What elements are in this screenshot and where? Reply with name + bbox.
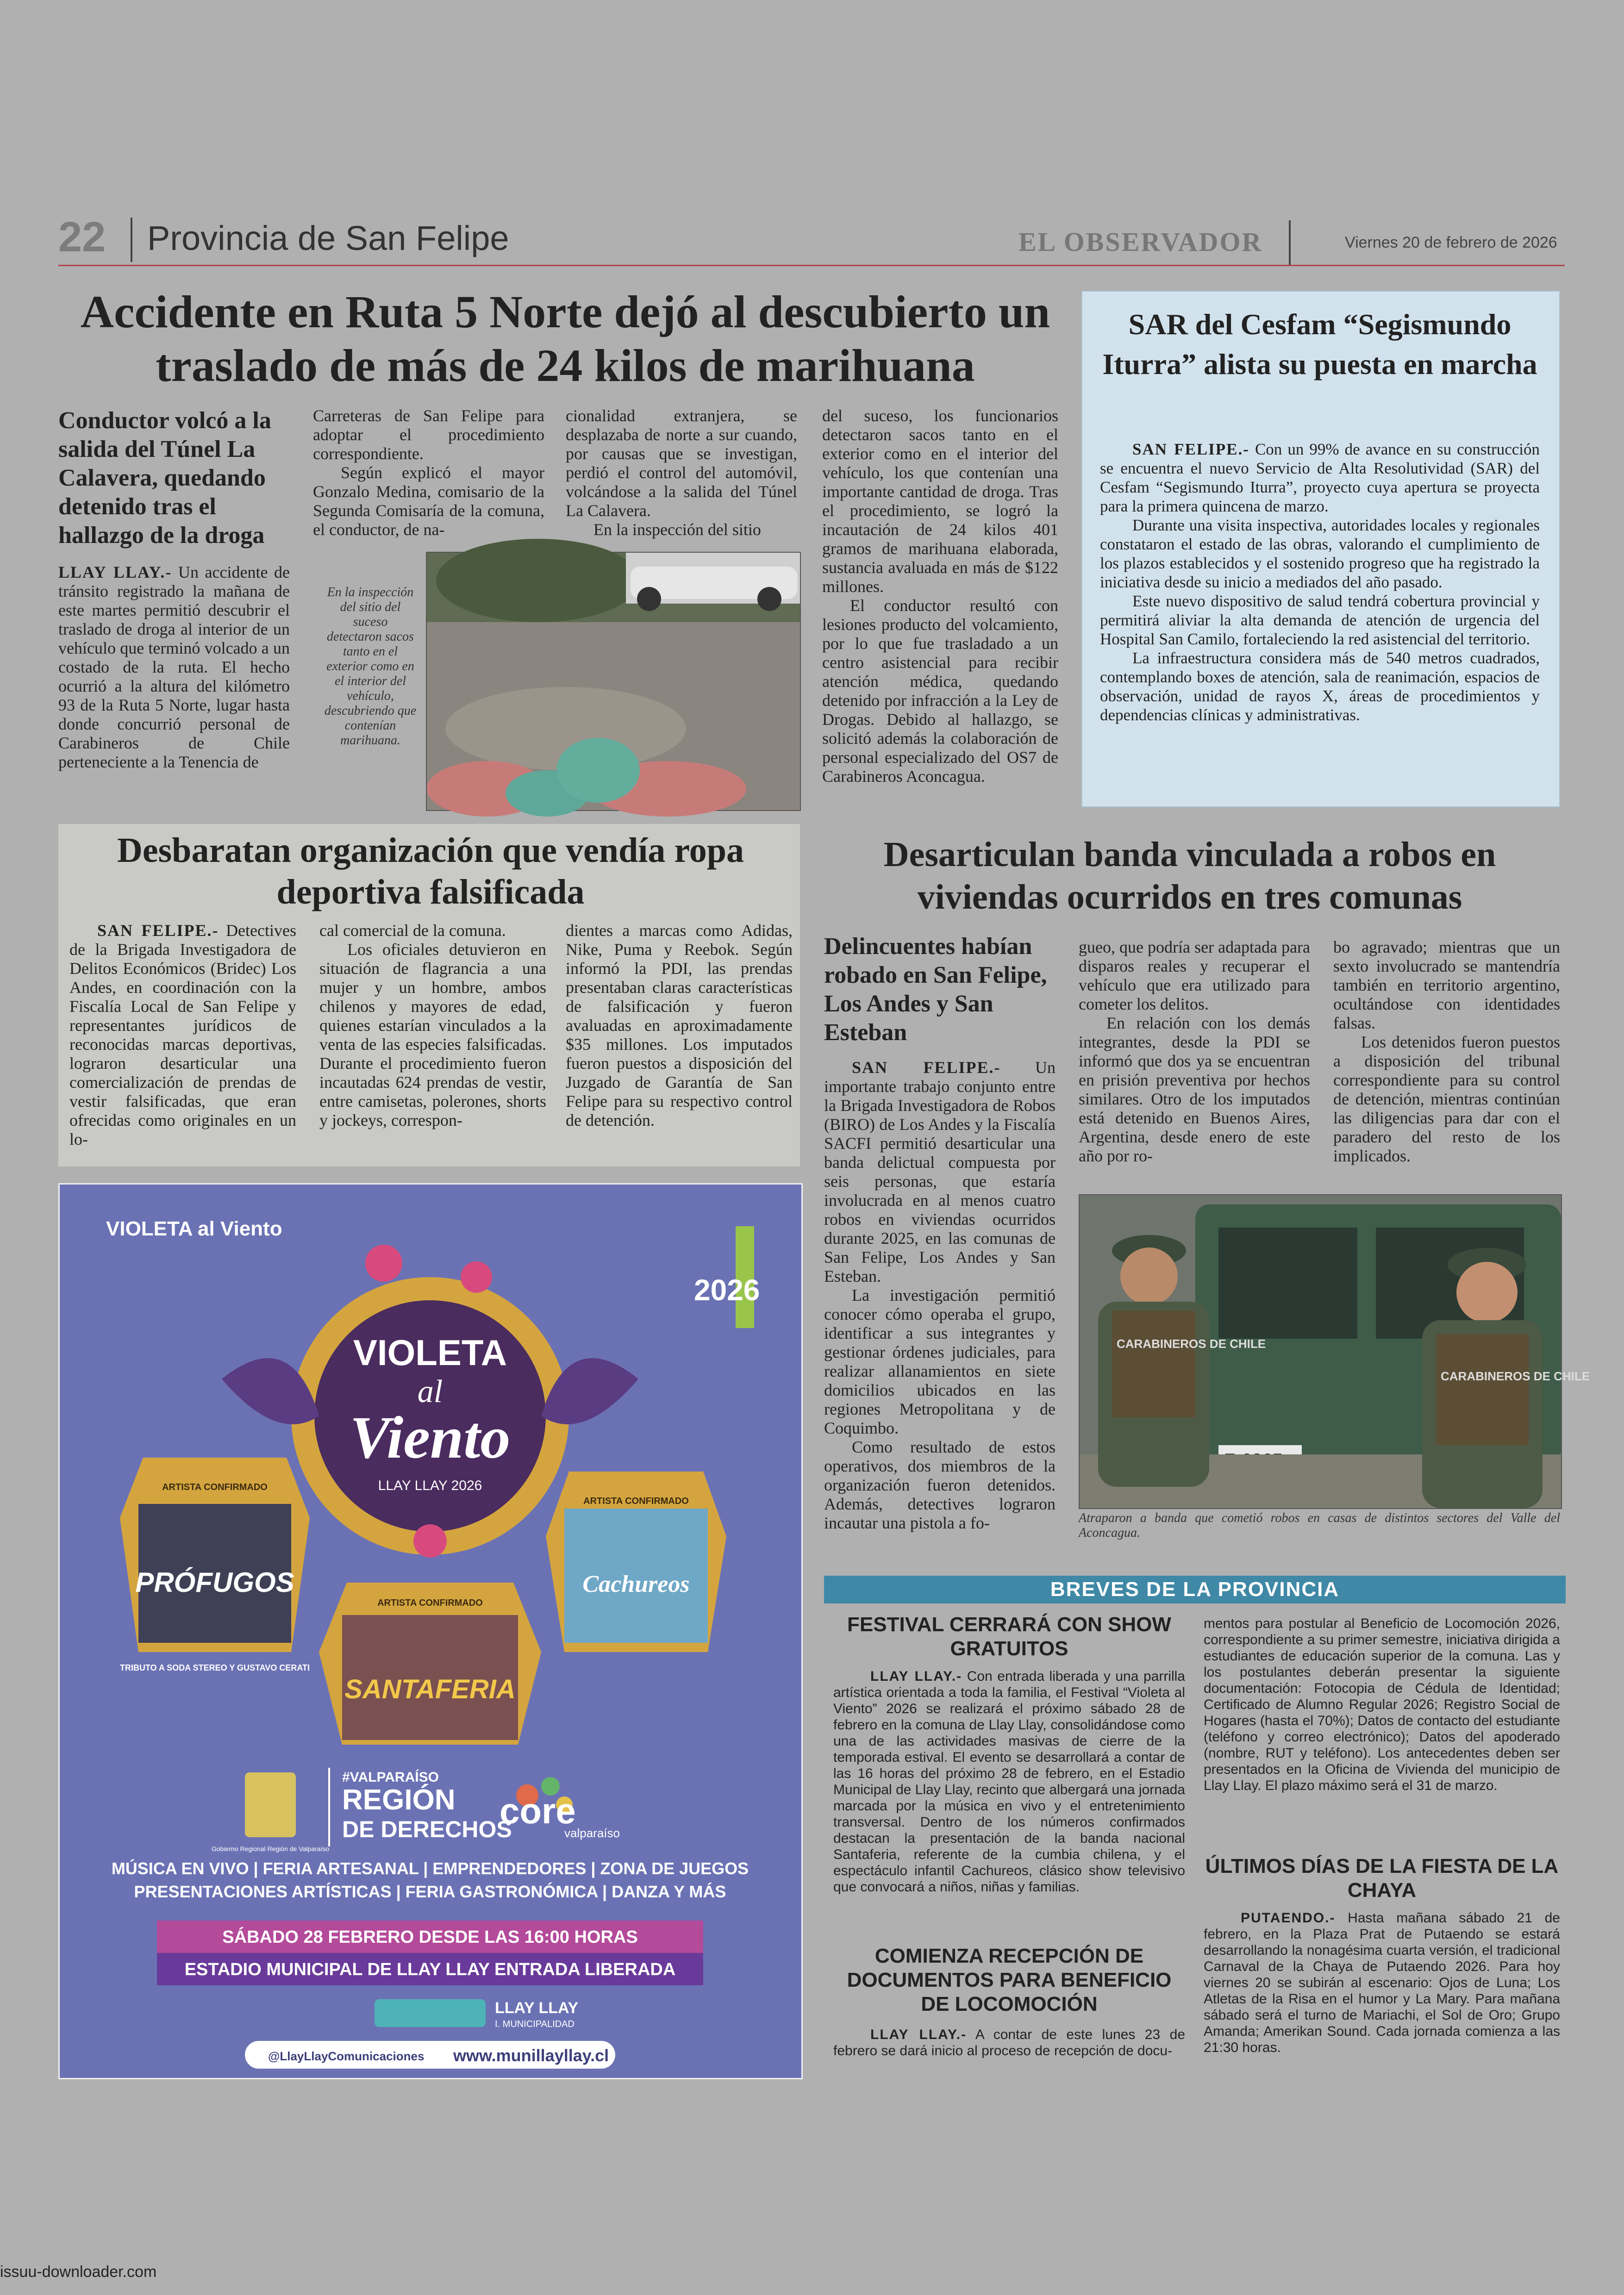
poster-logo-core-sub: valparaíso: [564, 1826, 620, 1840]
page-number: 22: [58, 213, 106, 261]
body-text: Los detenidos fueron puestos a disposición del tribunal correspondiente para su control de detención, mientras continúan las diligencias para dar con el paradero del resto de los implicados.: [1333, 1033, 1560, 1165]
photo-accidente: [426, 552, 801, 811]
body-text: Detectives de la Brigada Investigadora de Delitos Económicos (Bridec) Los Andes, en coordinación con la Fiscalía Local de San Felipe y representantes jurídicos de reconocidas marcas deportivas, lograron desarticular una comercialización de prendas de vestir falsificadas, que eran ofrecidas como originales en un lo-: [69, 921, 296, 1148]
newspaper-brand: EL OBSERVADOR: [1018, 227, 1263, 257]
breve-title-festival: FESTIVAL CERRARÁ CON SHOW GRATUITOS: [847, 1613, 1171, 1660]
poster-artist-cachureos: Cachureos: [582, 1571, 690, 1597]
poster-title-top: VIOLETA: [353, 1332, 507, 1373]
footer-watermark[interactable]: issuu-downloader.com: [0, 2263, 157, 2281]
vest-text-left: CARABINEROS DE CHILE: [1117, 1337, 1266, 1351]
header-divider-right: [1289, 220, 1291, 265]
poster-logo-derechos: DE DERECHOS: [342, 1816, 512, 1842]
body-text: Un importante trabajo conjunto entre la Brigada Investigadora de Robos (BIRO) de Los Andes y la Fiscalía SACFI permitió desarticular una banda delictual compuesta por seis personas, que estaría involucrada en al menos cuatro robos en viviendas ocurridos durante 2025, en las comunas de San Felipe, Los Andes y San Esteban.: [824, 1058, 1056, 1285]
poster-title-mid: al: [417, 1374, 443, 1409]
poster-website: www.munillayllay.cl: [453, 2046, 609, 2065]
body-text: Con un 99% de avance en su construcción se encuentra el nuevo Servicio de Alta Resolutividad (SAR) del Cesfam “Segismundo Iturra”, proyecto cuya apertura se proyecta para la primera quincena de marzo.: [1100, 440, 1540, 515]
photo-caption-banda: Atraparon a banda que cometió robos en casas de distintos sectores del Valle del Aconcagua.: [1079, 1511, 1560, 1540]
poster-corner-logo: VIOLETA al Viento: [106, 1217, 282, 1240]
article-headline-accidente: Accidente en Ruta 5 Norte dejó al descubierto un traslado de más de 24 kilos de marihuana: [80, 286, 1050, 391]
body-text: del suceso, los funcionarios detectaron sacos tanto en el exterior como en el interior del vehículo, los que contenían una importante cantidad de droga. Tras el procedimiento, se logró la incautación de 24 kilos 401 gramos de marihuana elaborada, sustancia avaluada en más de $122 millones.: [822, 406, 1058, 596]
body-text: Con entrada liberada y una parrilla artística orientada a toda la familia, el Festival “Violeta al Viento” 2026 se realizará el próximo sábado 28 de febrero en la comuna de Llay Llay, consolidándose como una de las actividades masivas de cierre de la temporada estival. El evento se desarrollará a contar de las 16 horas del próximo 28 de febrero, en el Estadio Municipal de Llay Llay, recinto que albergará una jornada marcada por la música en vivo y el entretenimiento transversal. Dentro de los números confirmados destacan la presentación de la banda nacional Santaferia, referente de la cumbia chilena, y el espectáculo infantil Cachureos, clásico show televisivo que convocará a niños, niñas y familias.: [833, 1669, 1185, 1895]
body-text: El conductor resultó con lesiones producto del volcamiento, por lo que fue trasladado a un centro asistencial para recibir atención médica, quedando detenido por infracción a la Ley de Drogas. Debido al hallazgo, se solicitó además la colaboración de personal especializado del OS7 de Carabineros Aconcagua.: [822, 596, 1058, 786]
photo-caption-accidente: En la inspección del sitio del suceso detectaron sacos tanto en el exterior como en el interior del vehículo, descubriendo que contenían marihuana.: [324, 585, 417, 748]
section-title: Provincia de San Felipe: [147, 219, 509, 257]
sar-body: [1100, 440, 1540, 724]
dateline: LLAY LLAY.-: [870, 1669, 962, 1684]
poster-social-handle: @LlayLlayComunicaciones: [268, 2049, 425, 2063]
sar-headline: SAR del Cesfam “Segismundo Iturra” alista su puesta en marcha: [1102, 308, 1537, 380]
vest-text-right: CARABINEROS DE CHILE: [1441, 1369, 1590, 1383]
article-kicker-accidente: Conductor volcó a la salida del Túnel La Calavera, quedando detenido tras el hallazgo de la droga: [58, 407, 271, 549]
body-text: A contar de este lunes 23 de febrero se dará inicio al proceso de recepción de docu-: [833, 2027, 1185, 2058]
poster-logo-gobierno: Gobierno Regional Región de Valparaíso: [211, 1845, 330, 1852]
ropa-col1: [69, 921, 296, 1149]
drug-bags-photo: [427, 553, 800, 810]
poster-muni-sub: I. MUNICIPALIDAD: [495, 2019, 575, 2029]
body-text: Los oficiales detuvieron en situación de flagrancia a una mujer y un hombre, ambos chilenos y mayores de edad, quienes estarían vinculados a la venta de las especies falsificadas. Durante el procedimiento fueron incautadas 624 prendas de vestir, entre camisetas, polerones, shorts y jockeys, correspon-: [319, 940, 546, 1129]
poster-logo-core: core: [500, 1790, 576, 1831]
poster-confirmed-label: ARTISTA CONFIRMADO: [377, 1598, 483, 1608]
body-text: En relación con los demás integrantes, desde la PDI se informó que dos ya se encuentran en prisión preventiva por hechos similares. Otro de los imputados está detenido en Buenos Aires, Argentina, desde enero de este año por ro-: [1079, 1014, 1310, 1165]
body-text: Como resultado de estos operativos, dos miembros de la organización fueron detenidos. Además, detectives lograron incautar una pistola a fo-: [824, 1438, 1056, 1532]
body-text: cionalidad extranjera, se desplazaba de norte a sur cuando, por causas que se investigan, perdió el control del automóvil, volcándose a la salida del Túnel La Calavera.: [566, 406, 797, 520]
banda-col3: [1333, 938, 1560, 1166]
body-text: cal comercial de la comuna.: [319, 921, 506, 940]
article-body-col2: [313, 406, 544, 539]
article-body-col4: [822, 406, 1058, 786]
dateline: SAN FELIPE.-: [1132, 440, 1249, 458]
breve-title-chaya: ÚLTIMOS DÍAS DE LA FIESTA DE LA CHAYA: [1205, 1855, 1559, 1902]
festival-poster: [58, 1183, 803, 2079]
breves-bar: BREVES DE LA PROVINCIA: [824, 1576, 1566, 1603]
body-text: Hasta mañana sábado 21 de febrero, en la Plaza Prat de Putaendo se estará desarrollando la nonagésima cuarta versión, el tradicional Carnaval de la Chaya de Putaendo 2026. Para hoy viernes 20 se subirán al escenario: Ojos de Luna; Los Atletas de la Risa en el humor y La Mary. Para mañana sábado será el turno de Mariachi, el Sol de Oro; Grupo Amanda; Amerikan Sound. Cada jornada comienza a las 21:30 horas.: [1204, 1910, 1560, 2055]
poster-artist-santaferia: SANTAFERIA: [344, 1674, 516, 1704]
body-text: Este nuevo dispositivo de salud tendrá cobertura provincial y permitirá aliviar la alta demanda de atención de urgencia del Hospital San Camilo, fortaleciendo la red asistencial del territorio.: [1100, 592, 1540, 648]
poster-artist-profugos-sub: TRIBUTO A SODA STEREO Y GUSTAVO CERATI: [119, 1663, 310, 1672]
body-text: Carreteras de San Felipe para adoptar el procedimiento correspondiente.: [313, 406, 544, 463]
dateline: SAN FELIPE.-: [852, 1058, 1001, 1077]
poster-subtitle: LLAY LLAY 2026: [378, 1478, 482, 1493]
breve-body-locomocion: [833, 2027, 1185, 2059]
poster-logo-region: REGIÓN: [342, 1784, 456, 1816]
poster-confirmed-label: ARTISTA CONFIRMADO: [162, 1482, 268, 1492]
dateline: LLAY LLAY.-: [870, 2027, 967, 2042]
header-rule: [58, 265, 1565, 266]
banda-headline: Desarticulan banda vinculada a robos en viviendas ocurridos en tres comunas: [883, 835, 1496, 917]
breve-body-festival: [833, 1668, 1185, 1895]
breve-body-chaya: [1204, 1910, 1560, 2056]
body-text: gueo, que podría ser adaptada para disparos reales y recuperar el vehículo que era utilizado para cometer los delitos.: [1079, 938, 1310, 1013]
body-text: En la inspección del sitio: [593, 520, 761, 539]
ropa-col3: [566, 921, 793, 1130]
body-text: La infraestructura considera más de 540 metros cuadrados, contemplando boxes de atención, sala de reanimación, espacios de observación, unidad de rayos X, áreas de procedimientos y dependencias clínicas y administrativas.: [1100, 649, 1540, 724]
poster-info-line2: PRESENTACIONES ARTÍSTICAS | FERIA GASTRONÓMICA | DANZA Y MÁS: [134, 1882, 726, 1901]
body-text: Según explicó el mayor Gonzalo Medina, comisario de la Segunda Comisaría de la comuna, el conductor, de na-: [313, 463, 544, 539]
ropa-headline: Desbaratan organización que vendía ropa deportiva falsificada: [117, 831, 744, 911]
body-text: dientes a marcas como Adidas, Nike, Puma y Reebok. Según informó la PDI, las prendas presentaban claras características de falsificación y fueron avaluadas en aproximadamente $35 millones. Los imputados fueron puestos a disposición del Juzgado de Garantía de San Felipe para su respectivo control de detención.: [566, 921, 793, 1129]
article-body-col1: [58, 563, 290, 772]
poster-title-bottom: Viento: [350, 1404, 511, 1471]
photo-carabineros: [1079, 1194, 1590, 1509]
banda-kicker: Delincuentes habían robado en San Felipe, Los Andes y San Esteban: [824, 933, 1047, 1046]
poster-confirmed-label: ARTISTA CONFIRMADO: [583, 1496, 689, 1506]
ropa-col2: [319, 921, 546, 1130]
poster-muni-logo: LLAY LLAY: [495, 1999, 579, 2017]
breve-title-locomocion: COMIENZA RECEPCIÓN DE DOCUMENTOS PARA BENEFICIO DE LOCOMOCIÓN: [847, 1945, 1172, 2015]
poster-venue-band: ESTADIO MUNICIPAL DE LLAY LLAY ENTRADA LIBERADA: [184, 1960, 676, 1979]
banda-col1: [824, 1058, 1056, 1533]
banda-col2: [1079, 938, 1310, 1166]
poster-info-line1: MÚSICA EN VIVO | FERIA ARTESANAL | EMPRENDEDORES | ZONA DE JUEGOS: [111, 1859, 749, 1878]
issue-date: Viernes 20 de febrero de 2026: [1345, 234, 1557, 251]
poster-year: 2026: [694, 1273, 760, 1307]
body-text: bo agravado; mientras que un sexto involucrado se mantendría también en territorio argentino, ocultándose con identidades falsas.: [1333, 938, 1560, 1032]
dateline: LLAY LLAY.-: [58, 563, 172, 581]
dateline: PUTAENDO.-: [1241, 1910, 1336, 1926]
body-text: Un accidente de tránsito registrado la mañana de este martes permitió descubrir el traslado de droga al interior de un vehículo que terminó volcado a un costado de la ruta. El hecho ocurrió a la altura del kilómetro 93 de la Ruta 5 Norte, lugar hasta donde concurrió personal de Carabineros de Chile perteneciente a la Tenencia de: [58, 563, 290, 771]
poster-logo-hashtag: #VALPARAÍSO: [342, 1770, 439, 1785]
police-officers-photo: [1080, 1195, 1590, 1508]
header-divider: [131, 218, 132, 262]
poster-artist-profugos: PRÓFUGOS: [135, 1567, 294, 1598]
body-text: La investigación permitió conocer cómo operaba el grupo, identificar a sus integrantes y gestionar órdenes judiciales, para realizar allanamientos en siete domicilios ubicados en las regiones Metropolitana y de Coquimbo.: [824, 1286, 1056, 1437]
dateline: SAN FELIPE.-: [97, 921, 219, 940]
festival-poster-art: [60, 1185, 801, 2078]
body-text: Durante una visita inspectiva, autoridades locales y regionales constataron el estado de las obras, valorando el cumplimiento de los plazos establecidos y el sostenido progreso que ha registrado la iniciativa desde su inicio a mediados del año pasado.: [1100, 516, 1540, 591]
breve-body-locomocion-cont: mentos para postular al Beneficio de Locomoción 2026, correspondiente a su primer semestre, iniciativa dirigida a estudiantes de educación superior de la comuna. Las y los postulantes deberán presentar la siguiente documentación: Fotocopia de Cédula de Identidad; Certificado de Alumno Regular 2026; Registro Social de Hogares (hasta el 70%); Datos de contacto del estudiante (teléfono y correo electrónico); Datos del apoderado (nombre, RUT y teléfono). Los antecedentes deben ser presentados en la Oficina de Vivienda del municipio de Llay Llay. El plazo máximo será el 31 de marzo.: [1204, 1616, 1560, 1793]
poster-date-band: SÁBADO 28 FEBRERO DESDE LAS 16:00 HORAS: [222, 1927, 638, 1947]
article-body-col3: [566, 406, 797, 539]
